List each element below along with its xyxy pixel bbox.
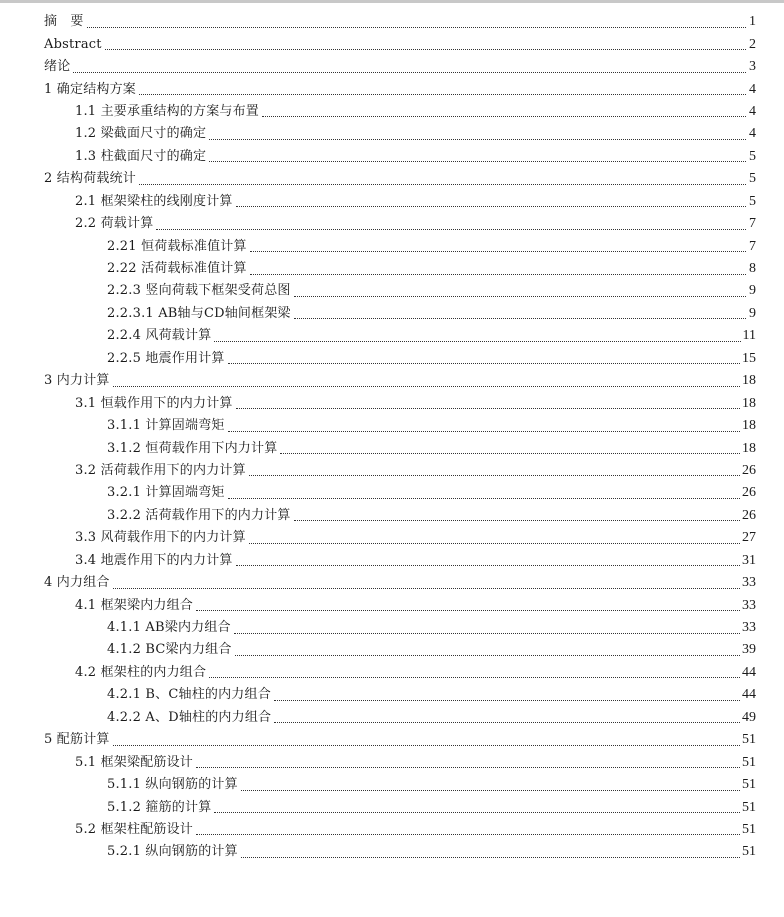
dot-leader — [250, 274, 746, 275]
dot-leader — [294, 318, 746, 319]
toc-entry-label: 4.1 框架梁内力组合 — [75, 595, 194, 617]
toc-entry-2-2-4[interactable] — [0, 325, 784, 347]
toc-entry-4-1-2[interactable] — [0, 639, 784, 661]
toc-entry-page: 15 — [742, 350, 756, 366]
toc-entry-label: 2.2.5 地震作用计算 — [107, 348, 226, 370]
dot-leader — [113, 745, 740, 746]
toc-entry-page: 44 — [742, 664, 756, 680]
toc-entry-label: 2.2.3 竖向荷载下框架受荷总图 — [107, 280, 292, 302]
toc-entry-page: 18 — [742, 373, 756, 389]
toc-entry-page: 51 — [742, 777, 756, 793]
dot-leader — [113, 386, 740, 387]
toc-entry-page: 9 — [749, 283, 756, 299]
toc-entry-label: 1.1 主要承重结构的方案与布置 — [75, 101, 260, 123]
toc-entry-page: 26 — [742, 462, 756, 478]
toc-entry-page: 7 — [749, 238, 756, 254]
dot-leader — [87, 27, 746, 28]
toc-entry-3-1-2[interactable] — [0, 437, 784, 459]
dot-leader — [249, 543, 740, 544]
toc-entry-label: 4.2.2 A、D轴柱的内力组合 — [107, 707, 272, 729]
toc-entry-1-1[interactable] — [0, 101, 784, 123]
toc-entry-label: 2.2.3.1 AB轴与CD轴间框架梁 — [107, 303, 292, 325]
toc-entry-page: 33 — [742, 597, 756, 613]
toc-entry-page: 51 — [742, 799, 756, 815]
toc-entry-label: 3.2.2 活荷载作用下的内力计算 — [107, 505, 292, 527]
toc-entry-label: 2.2 荷载计算 — [75, 213, 154, 235]
dot-leader — [139, 94, 746, 95]
toc-entry-label: 2.2.4 风荷载计算 — [107, 325, 212, 347]
toc-entry-page: 33 — [742, 620, 756, 636]
toc-entry-label: 5.2 框架柱配筋设计 — [75, 819, 194, 841]
toc-entry-page: 51 — [742, 732, 756, 748]
toc-entry-page: 51 — [742, 754, 756, 770]
toc-entry-label: 1.2 梁截面尺寸的确定 — [75, 123, 207, 145]
dot-leader — [294, 296, 746, 297]
dot-leader — [249, 475, 740, 476]
toc-entry-abstract-cn[interactable] — [0, 11, 784, 33]
toc-entry-page: 31 — [742, 552, 756, 568]
toc-entry-page: 2 — [749, 36, 756, 52]
toc-entry-3-2[interactable] — [0, 460, 784, 482]
dot-leader — [274, 722, 740, 723]
toc-entry-page: 4 — [749, 81, 756, 97]
toc-entry-5-1-1[interactable] — [0, 774, 784, 796]
toc-entry-page: 7 — [749, 216, 756, 232]
toc-entry-page: 11 — [742, 328, 756, 344]
toc-entry-4-1-1[interactable] — [0, 617, 784, 639]
toc-entry-2-2-5[interactable] — [0, 348, 784, 370]
toc-entry-label: 3.3 风荷载作用下的内力计算 — [75, 527, 247, 549]
toc-entry-5-2-1[interactable] — [0, 841, 784, 863]
toc-entry-2-2-3-1[interactable] — [0, 303, 784, 325]
toc-entry-page: 9 — [749, 305, 756, 321]
toc-entry-label: 4.2 框架柱的内力组合 — [75, 662, 207, 684]
dot-leader — [280, 453, 740, 454]
toc-entry-page: 39 — [742, 642, 756, 658]
toc-entry-label: Abstract — [44, 34, 103, 56]
toc-entry-2-21[interactable] — [0, 235, 784, 257]
toc-entry-2-2[interactable] — [0, 213, 784, 235]
toc-entry-page: 26 — [742, 485, 756, 501]
table-of-contents — [0, 11, 784, 864]
toc-entry-page: 1 — [749, 14, 756, 30]
dot-leader — [73, 72, 746, 73]
dot-leader — [113, 588, 740, 589]
toc-entry-3-3[interactable] — [0, 527, 784, 549]
toc-entry-page: 18 — [742, 418, 756, 434]
toc-entry-5-2[interactable] — [0, 819, 784, 841]
toc-entry-3-1-1[interactable] — [0, 415, 784, 437]
toc-entry-abstract-en[interactable] — [0, 33, 784, 55]
toc-entry-page: 33 — [742, 575, 756, 591]
toc-entry-page: 3 — [749, 59, 756, 75]
toc-entry-page: 51 — [742, 821, 756, 837]
toc-entry-label: 3.1.2 恒荷载作用下内力计算 — [107, 438, 278, 460]
toc-entry-page: 44 — [742, 687, 756, 703]
dot-leader — [209, 139, 746, 140]
toc-entry-page: 5 — [749, 171, 756, 187]
toc-entry-4-1[interactable] — [0, 594, 784, 616]
toc-entry-page: 5 — [749, 148, 756, 164]
toc-entry-page: 4 — [749, 103, 756, 119]
toc-entry-page: 18 — [742, 440, 756, 456]
dot-leader — [209, 161, 746, 162]
dot-leader — [196, 610, 740, 611]
toc-entry-4-2-2[interactable] — [0, 707, 784, 729]
page-top-border — [0, 0, 784, 3]
toc-entry-label: 4 内力组合 — [44, 572, 111, 594]
dot-leader — [241, 857, 740, 858]
toc-entry-label: 5.2.1 纵向钢筋的计算 — [107, 841, 239, 863]
toc-entry-2-22[interactable] — [0, 258, 784, 280]
dot-leader — [235, 655, 740, 656]
dot-leader — [209, 677, 740, 678]
toc-entry-2-2-3[interactable] — [0, 280, 784, 302]
dot-leader — [228, 431, 740, 432]
toc-entry-chapter-4[interactable] — [0, 572, 784, 594]
toc-entry-label: 3.1 恒载作用下的内力计算 — [75, 393, 234, 415]
dot-leader — [262, 116, 746, 117]
toc-entry-label: 3.1.1 计算固端弯矩 — [107, 415, 226, 437]
dot-leader — [228, 363, 740, 364]
toc-entry-3-2-2[interactable] — [0, 505, 784, 527]
toc-entry-chapter-1[interactable] — [0, 78, 784, 100]
dot-leader — [274, 700, 740, 701]
dot-leader — [250, 251, 746, 252]
dot-leader — [156, 229, 746, 230]
dot-leader — [294, 520, 740, 521]
toc-entry-3-1[interactable] — [0, 392, 784, 414]
toc-entry-3-2-1[interactable] — [0, 482, 784, 504]
dot-leader — [214, 341, 740, 342]
toc-entry-label: 摘 要 — [44, 11, 85, 33]
dot-leader — [236, 408, 740, 409]
toc-entry-label: 5.1.2 箍筋的计算 — [107, 797, 212, 819]
toc-entry-label: 2 结构荷载统计 — [44, 168, 137, 190]
toc-entry-chapter-5[interactable] — [0, 729, 784, 751]
toc-entry-1-2[interactable] — [0, 123, 784, 145]
toc-entry-page: 18 — [742, 395, 756, 411]
toc-entry-label: 1 确定结构方案 — [44, 79, 137, 101]
toc-entry-label: 3.2.1 计算固端弯矩 — [107, 482, 226, 504]
toc-entry-label: 5.1.1 纵向钢筋的计算 — [107, 774, 239, 796]
toc-entry-5-1[interactable] — [0, 751, 784, 773]
dot-leader — [228, 498, 740, 499]
dot-leader — [236, 565, 740, 566]
dot-leader — [196, 767, 740, 768]
toc-entry-label: 1.3 柱截面尺寸的确定 — [75, 146, 207, 168]
dot-leader — [105, 49, 746, 50]
toc-entry-3-4[interactable] — [0, 550, 784, 572]
toc-entry-label: 4.2.1 B、C轴柱的内力组合 — [107, 684, 272, 706]
toc-entry-label: 3.2 活荷载作用下的内力计算 — [75, 460, 247, 482]
dot-leader — [196, 834, 740, 835]
toc-entry-5-1-2[interactable] — [0, 796, 784, 818]
toc-entry-page: 4 — [749, 126, 756, 142]
dot-leader — [214, 812, 740, 813]
toc-entry-label: 3 内力计算 — [44, 370, 111, 392]
toc-entry-label: 2.22 活荷载标准值计算 — [107, 258, 248, 280]
toc-entry-page: 5 — [749, 193, 756, 209]
toc-entry-label: 2.21 恒荷载标准值计算 — [107, 236, 248, 258]
toc-entry-label: 3.4 地震作用下的内力计算 — [75, 550, 234, 572]
dot-leader — [236, 206, 746, 207]
toc-entry-label: 4.1.1 AB梁内力组合 — [107, 617, 232, 639]
toc-entry-chapter-3[interactable] — [0, 370, 784, 392]
toc-entry-page: 49 — [742, 709, 756, 725]
toc-entry-page: 27 — [742, 530, 756, 546]
toc-entry-label: 4.1.2 BC梁内力组合 — [107, 639, 233, 661]
toc-entry-label: 5.1 框架梁配筋设计 — [75, 752, 194, 774]
toc-entry-chapter-2[interactable] — [0, 168, 784, 190]
toc-entry-page: 26 — [742, 507, 756, 523]
toc-entry-4-2[interactable] — [0, 662, 784, 684]
dot-leader — [139, 184, 746, 185]
toc-entry-2-1[interactable] — [0, 191, 784, 213]
toc-entry-4-2-1[interactable] — [0, 684, 784, 706]
toc-entry-page: 51 — [742, 844, 756, 860]
toc-entry-1-3[interactable] — [0, 146, 784, 168]
toc-entry-page: 8 — [749, 261, 756, 277]
toc-entry-label: 2.1 框架梁柱的线刚度计算 — [75, 191, 234, 213]
toc-entry-label: 绪论 — [44, 56, 71, 78]
dot-leader — [241, 790, 740, 791]
dot-leader — [234, 633, 740, 634]
toc-entry-introduction[interactable] — [0, 56, 784, 78]
toc-entry-label: 5 配筋计算 — [44, 729, 111, 751]
